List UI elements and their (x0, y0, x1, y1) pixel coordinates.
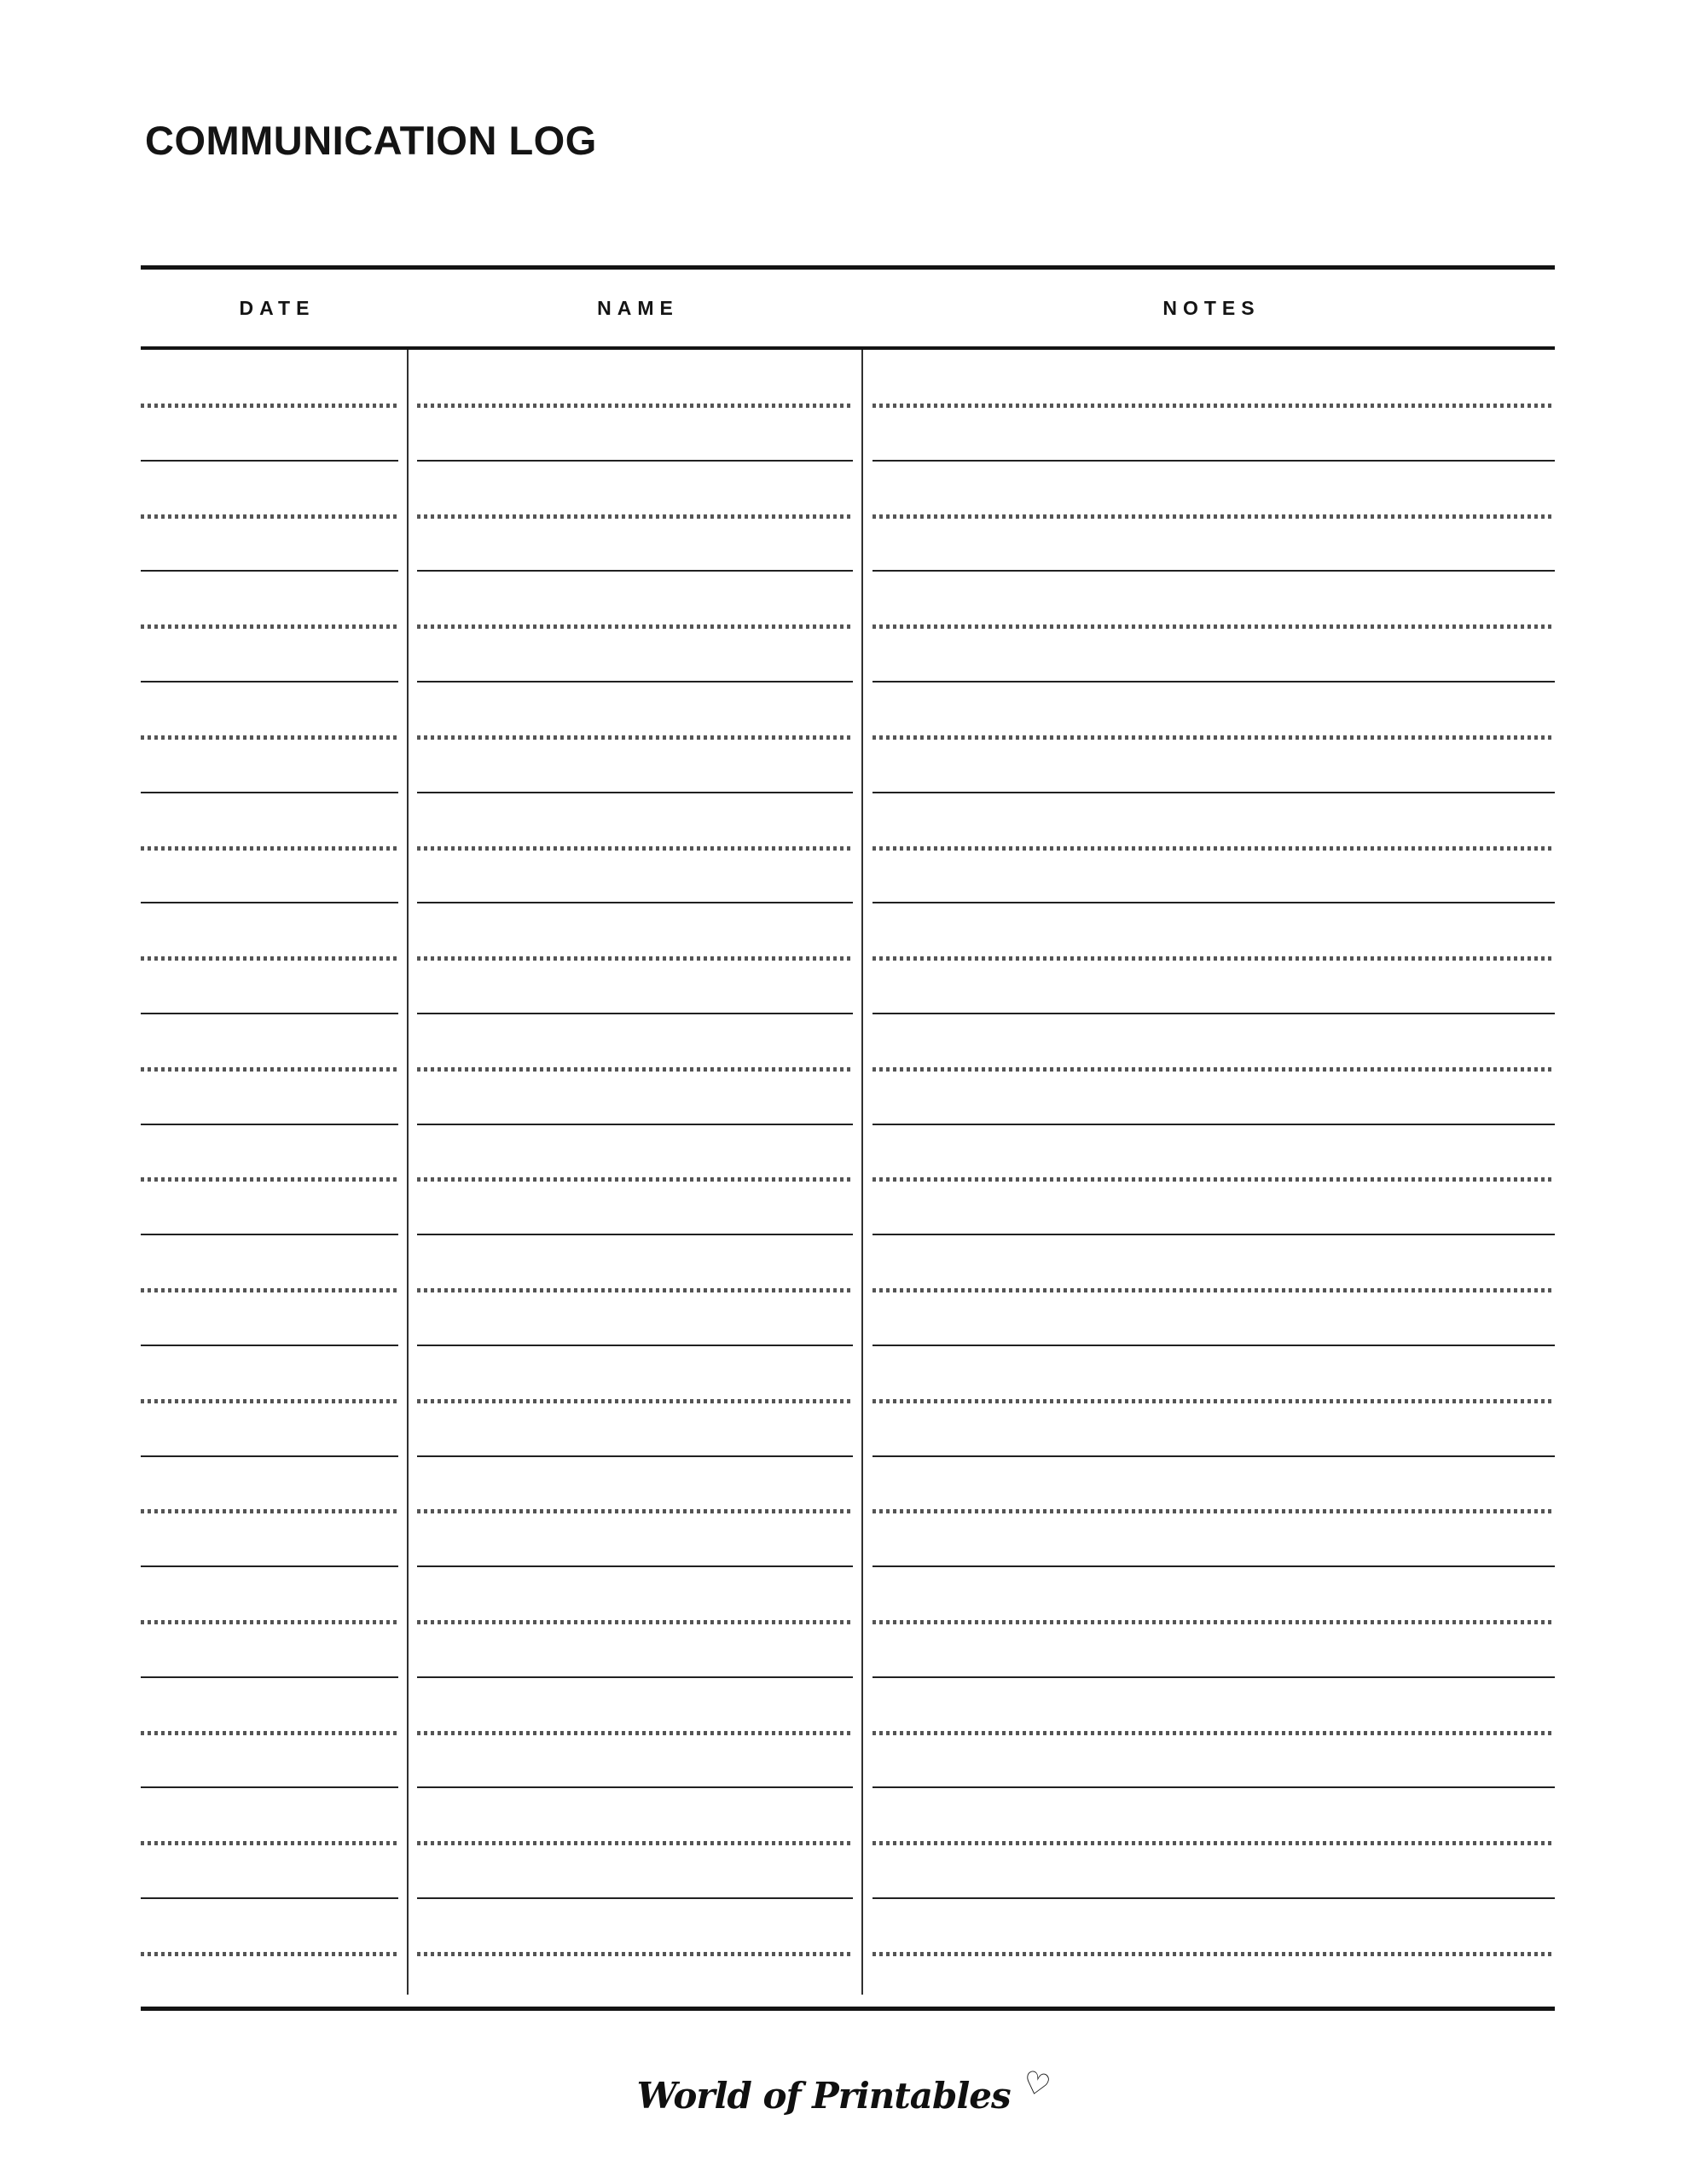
ruled-line-solid (872, 1234, 1555, 1235)
ruled-line-solid (872, 570, 1555, 572)
column-divider (861, 350, 863, 1995)
ruled-line-dotted (417, 404, 853, 408)
ruled-line-dotted (417, 624, 853, 629)
ruled-line-dotted (872, 846, 1555, 851)
ruled-line-dotted (417, 514, 853, 519)
ruled-line-dotted (872, 735, 1555, 740)
ruled-line-solid (417, 1345, 853, 1346)
ruled-line-dotted (141, 624, 398, 629)
ruled-line-solid (872, 1897, 1555, 1899)
ruled-line-solid (417, 460, 853, 462)
ruled-line-dotted (417, 1841, 853, 1845)
ruled-line-solid (417, 1124, 853, 1125)
column-header-name: NAME (597, 296, 679, 319)
column-divider (407, 350, 409, 1995)
ruled-line-dotted (872, 404, 1555, 408)
table-bottom-rule (141, 2007, 1555, 2011)
ruled-line-dotted (141, 514, 398, 519)
ruled-line-dotted (141, 404, 398, 408)
ruled-line-solid (872, 902, 1555, 903)
ruled-line-solid (141, 792, 398, 793)
ruled-line-solid (141, 1013, 398, 1014)
ruled-line-dotted (417, 1620, 853, 1624)
ruled-line-solid (417, 1565, 853, 1567)
ruled-line-dotted (872, 1288, 1555, 1292)
ruled-line-dotted (141, 1399, 398, 1403)
ruled-line-dotted (872, 1620, 1555, 1624)
ruled-line-dotted (141, 1288, 398, 1292)
ruled-line-dotted (417, 846, 853, 851)
footer-logo (0, 2064, 1687, 2117)
ruled-line-solid (141, 1676, 398, 1678)
ruled-line-dotted (141, 846, 398, 851)
ruled-line-dotted (417, 1399, 853, 1403)
ruled-line-dotted (872, 1399, 1555, 1403)
ruled-line-solid (872, 1565, 1555, 1567)
ruled-line-solid (872, 1124, 1555, 1125)
ruled-line-solid (141, 1234, 398, 1235)
notes-column (862, 350, 1555, 2007)
ruled-line-solid (872, 1013, 1555, 1014)
communication-log-table (141, 265, 1555, 2010)
ruled-line-dotted (872, 624, 1555, 629)
ruled-line-dotted (141, 1731, 398, 1735)
ruled-line-solid (141, 902, 398, 903)
ruled-line-solid (417, 570, 853, 572)
ruled-line-dotted (141, 956, 398, 961)
ruled-line-dotted (872, 1841, 1555, 1845)
ruled-line-dotted (872, 1067, 1555, 1072)
ruled-line-solid (141, 1345, 398, 1346)
ruled-line-solid (141, 1455, 398, 1457)
ruled-line-solid (417, 681, 853, 682)
ruled-line-dotted (417, 1288, 853, 1292)
ruled-line-dotted (417, 1952, 853, 1956)
ruled-line-dotted (872, 956, 1555, 961)
ruled-line-solid (141, 1124, 398, 1125)
ruled-line-dotted (872, 1509, 1555, 1513)
table-body (141, 350, 1555, 2007)
ruled-line-dotted (417, 1731, 853, 1735)
date-column (141, 350, 408, 2007)
ruled-line-solid (872, 1786, 1555, 1788)
ruled-line-dotted (141, 1177, 398, 1182)
ruled-line-dotted (141, 1620, 398, 1624)
ruled-line-solid (141, 1897, 398, 1899)
ruled-line-solid (417, 902, 853, 903)
table-header-row (141, 265, 1555, 350)
ruled-line-solid (872, 681, 1555, 682)
ruled-line-dotted (417, 1067, 853, 1072)
ruled-line-solid (141, 1786, 398, 1788)
column-header-date: DATE (239, 296, 316, 319)
column-header-notes: NOTES (1162, 296, 1261, 319)
ruled-line-dotted (141, 1067, 398, 1072)
ruled-line-solid (141, 460, 398, 462)
brand-name: World of Printables (636, 2075, 1011, 2117)
ruled-line-dotted (417, 735, 853, 740)
ruled-line-solid (872, 792, 1555, 793)
ruled-line-dotted (872, 1731, 1555, 1735)
ruled-line-solid (872, 1345, 1555, 1346)
ruled-line-dotted (417, 1177, 853, 1182)
ruled-line-solid (417, 792, 853, 793)
ruled-line-solid (141, 1565, 398, 1567)
ruled-line-dotted (417, 1509, 853, 1513)
ruled-line-dotted (872, 1177, 1555, 1182)
ruled-line-solid (417, 1676, 853, 1678)
ruled-line-solid (872, 1676, 1555, 1678)
ruled-line-solid (872, 460, 1555, 462)
ruled-line-solid (141, 681, 398, 682)
ruled-line-solid (417, 1013, 853, 1014)
ruled-line-dotted (141, 1509, 398, 1513)
ruled-line-solid (417, 1897, 853, 1899)
page-title: COMMUNICATION LOG (145, 118, 597, 163)
name-column (408, 350, 862, 2007)
ruled-line-dotted (417, 956, 853, 961)
ruled-line-dotted (872, 1952, 1555, 1956)
ruled-line-dotted (872, 514, 1555, 519)
ruled-line-dotted (141, 1952, 398, 1956)
ruled-line-solid (141, 570, 398, 572)
ruled-line-dotted (141, 735, 398, 740)
ruled-line-solid (872, 1455, 1555, 1457)
ruled-line-solid (417, 1786, 853, 1788)
ruled-line-solid (417, 1234, 853, 1235)
heart-icon: ♡ (1018, 2064, 1054, 2106)
ruled-line-dotted (141, 1841, 398, 1845)
ruled-line-solid (417, 1455, 853, 1457)
